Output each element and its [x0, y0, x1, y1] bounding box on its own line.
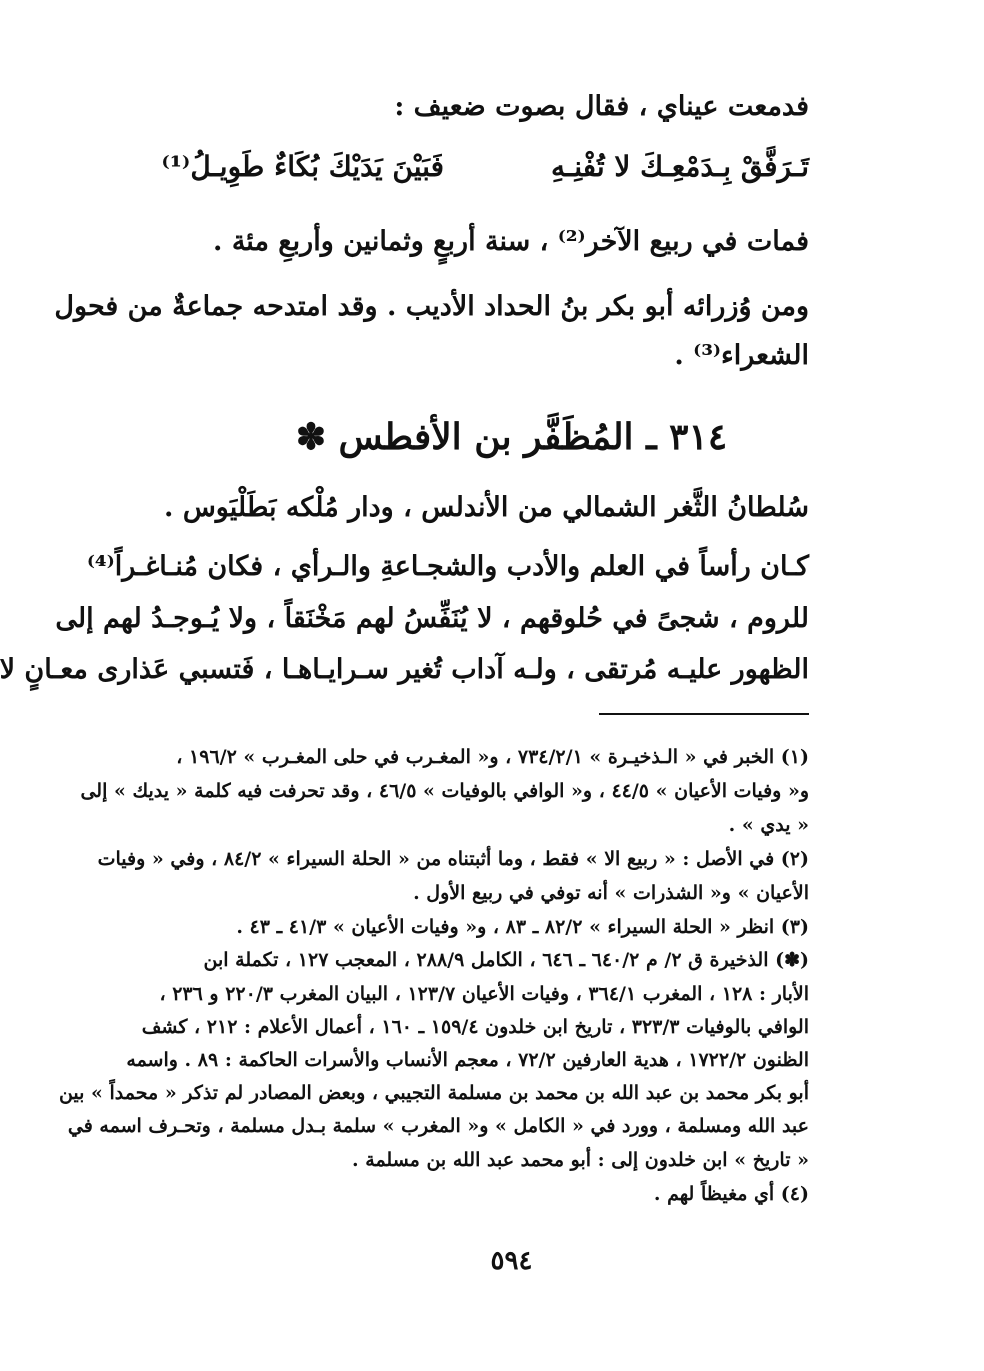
footnote-line: أبو بكر محمد بن عبد الله بن محمد بن مسلمة التجيبي ، وبعض المصادر لم تذكر « محمداً » بين [58, 1082, 809, 1104]
footnote-divider [599, 713, 809, 715]
body-line: الشعراء⁽³⁾ . [674, 340, 809, 371]
footnote-line: « تاريخ » ابن خلدون إلى : أبو محمد عبد الله بن مسلمة . [352, 1149, 809, 1171]
footnote-line: (٢) في الأصل : « ربيع الا » فقط ، وما أثبتناه من « الحلة السيراء » ٨٤/٢ ، وفي « وفيات [97, 848, 809, 870]
section-line: الظهور عليـه مُرتقى ، ولـه آداب تُغير سـرايـاهـا ، فَتسبي عَذارى معـانٍ لا [0, 654, 809, 685]
footnote-line: الظنون ١٧٢٢/٢ ، هدية العارفين ٧٢/٢ ، معجم الأنساب والأسرات الحاكمة : ٨٩ . واسمه [126, 1049, 809, 1071]
section-line: سُلطانُ الثَّغر الشمالي من الأندلس ، ودار مُلْكه بَطَلْيَوس . [164, 492, 809, 523]
footnote-line: (١) الخبر في « الـذخيـرة » ٧٣٤/٢/١ ، و« المغـرب في حلى المغـرب » ١٩٦/٢ ، [176, 746, 809, 768]
page-number: ٥٩٤ [490, 1246, 533, 1276]
footnote-line: الأعيان » و« الشذرات » أنه توفي في ربيع الأول . [413, 882, 809, 904]
footnote-line: عبد الله ومسلمة ، وورد في « الكامل » و« المغرب » سلمة بـدل مسلمة ، وتحـرف اسمه في [67, 1115, 809, 1137]
footnote-line: (✽) الذخيرة ق ٢/ م ٦٤٠/٢ ـ ٦٤٦ ، الكامل ٢٨٨/٩ ، المعجب ١٢٧ ، تكملة ابن [203, 949, 809, 971]
verse-second-hemistich: فَبَيْنَ يَدَيْكَ بُكَاءٌ طَوِيـلُ⁽¹⁾ [161, 150, 444, 183]
verse-first-hemistich: تَـرَفَّقْ بِـدَمْعِـكَ لا تُفْنِـهِ [550, 150, 809, 183]
body-line: فمات في ربيع الآخر⁽²⁾ ، سنة أربعٍ وثمانين وأربعِ مئة . [213, 226, 809, 257]
section-line: كـان رأساً في العلم والأدب والشجـاعةِ والـرأي ، فكان مُنـاغـراً⁽⁴⁾ [86, 551, 809, 582]
body-line: ومن وُزرائه أبو بكر بنُ الحداد الأديب . وقد امتدحه جماعةٌ من فحول [54, 291, 809, 322]
biography-heading: ٣١٤ ـ المُظَفَّر بن الأفطس ✽ [295, 416, 728, 458]
footnote-line: « يدي » . [728, 814, 809, 836]
footnote-line: الوافي بالوفيات ٣٢٣/٣ ، تاريخ ابن خلدون ١٥٩/٤ ـ ١٦٠ ، أعمال الأعلام : ٢١٢ ، كشف [141, 1016, 809, 1038]
body-line: فدمعت عيناي ، فقال بصوت ضعيف : [394, 91, 809, 122]
footnote-line: و« وفيات الأعيان » ٤٤/٥ ، و« الوافي بالوفيات » ٤٦/٥ ، وقد تحرفت فيه كلمة « يديك » إلى [80, 780, 809, 802]
section-line: للروم ، شجىً في حُلوقهم ، لا يُنَفِّسُ لهم مَخْنَقاً ، ولا يُـوجـدُ لهم إلى [55, 603, 809, 634]
footnote-line: (٤) أي مغيظاً لهم . [653, 1183, 809, 1205]
footnote-line: الأبار : ١٢٨ ، المغرب ٣٦٤/١ ، وفيات الأعيان ١٢٣/٧ ، البيان المغرب ٢٢٠/٣ و ٢٣٦ ، [159, 983, 809, 1005]
footnote-line: (٣) انظر « الحلة السيراء » ٨٢/٢ ـ ٨٣ ، و« وفيات الأعيان » ٤١/٣ ـ ٤٣ . [236, 916, 809, 938]
